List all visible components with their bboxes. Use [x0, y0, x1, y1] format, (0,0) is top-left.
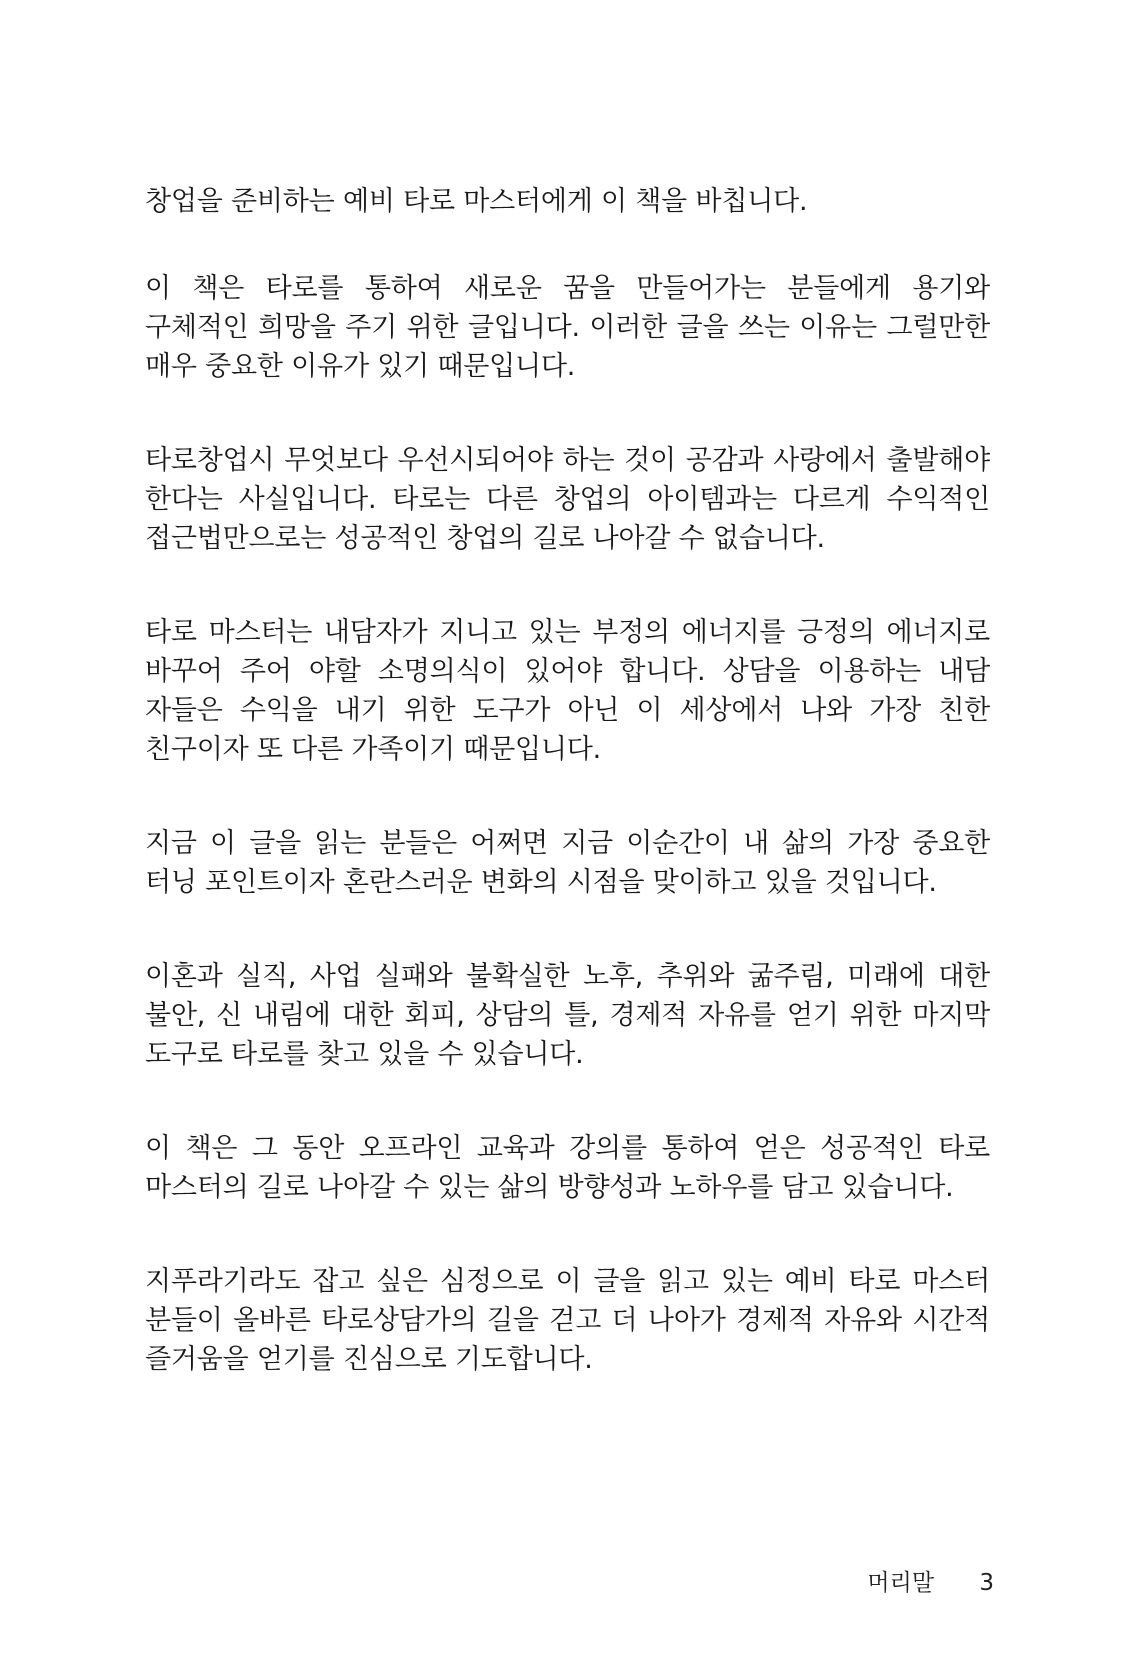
paragraph: 지푸라기라도 잡고 싶은 심정으로 이 글을 읽고 있는 예비 타로 마스터 분들이 올바른 타로상담가의 길을 걷고 더 나아가 경제적 자유와 시간적 즐거움을 얻기를 진심으로 기도합니다. — [145, 1266, 990, 1375]
paragraph: 이혼과 실직, 사업 실패와 불확실한 노후, 추위와 굶주림, 미래에 대한 불안, 신 내림에 대한 회피, 상담의 틀, 경제적 자유를 얻기 위한 마지막 도구로 타로를 찾고 있을 수 있습니다. — [145, 961, 990, 1070]
paragraph: 타로 마스터는 내담자가 지니고 있는 부정의 에너지를 긍정의 에너지로 바꾸어 주어 야할 소명의식이 있어야 합니다. 상담을 이용하는 내담 자들은 수익을 내기 위한 도구가 아닌 이 세상에서 나와 가장 친한 친구이자 또 다른 가족이기 때문입니다. — [145, 617, 990, 765]
paragraph-dedication: 창업을 준비하는 예비 타로 마스터에게 이 책을 바칩니다. — [145, 186, 808, 217]
preface-body — [145, 182, 990, 1434]
page-number: 3 — [979, 1570, 994, 1596]
paragraph: 지금 이 글을 읽는 분들은 어쩌면 지금 이순간이 내 삶의 가장 중요한 터닝 포인트이자 혼란스러운 변화의 시점을 맞이하고 있을 것입니다. — [145, 828, 990, 898]
running-footer-title: 머리말 — [867, 1570, 935, 1596]
paragraph: 타로창업시 무엇보다 우선시되어야 하는 것이 공감과 사랑에서 출발해야 한다는 사실입니다. 타로는 다른 창업의 아이템과는 다르게 수익적인 접근법만으로는 성공적인 창업의 길로 나아갈 수 없습니다. — [145, 445, 990, 554]
paragraph: 이 책은 타로를 통하여 새로운 꿈을 만들어가는 분들에게 용기와 구체적인 희망을 주기 위한 글입니다. 이러한 글을 쓰는 이유는 그럴만한 매우 중요한 이유가 있기 때문입니다. — [145, 273, 990, 382]
paragraph: 이 책은 그 동안 오프라인 교육과 강의를 통하여 얻은 성공적인 타로 마스터의 길로 나아갈 수 있는 삶의 방향성과 노하우를 담고 있습니다. — [145, 1133, 990, 1203]
page-footer — [867, 1568, 994, 1598]
